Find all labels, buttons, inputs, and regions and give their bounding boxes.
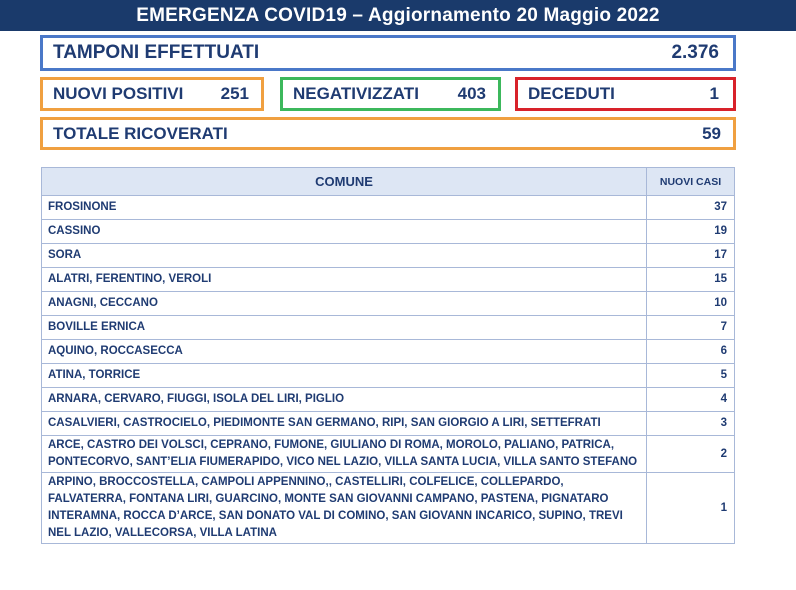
comune-cell: CASALVIERI, CASTROCIELO, PIEDIMONTE SAN GERMANO, RIPI, SAN GIORGIO A LIRI, SETTEFRATI: [42, 412, 647, 436]
table-row: [42, 364, 735, 388]
nuovi-positivi-box: [40, 77, 264, 111]
tamponi-label: TAMPONI EFFETTUATI: [53, 42, 260, 63]
table-row: [42, 196, 735, 220]
comune-cell: ARNARA, CERVARO, FIUGGI, ISOLA DEL LIRI, PIGLIO: [42, 388, 647, 412]
nuovi-positivi-label: NUOVI POSITIVI: [53, 84, 184, 103]
deceduti-label: DECEDUTI: [528, 84, 615, 103]
table-row: [42, 316, 735, 340]
column-header-nuovi-casi: NUOVI CASI: [647, 168, 735, 196]
table-row: [42, 473, 735, 544]
cases-cell: 4: [647, 388, 735, 412]
nuovi-positivi-value: 251: [220, 84, 249, 103]
comune-cell: ALATRI, FERENTINO, VEROLI: [42, 268, 647, 292]
cases-cell: 7: [647, 316, 735, 340]
comune-cell: AQUINO, ROCCASECCA: [42, 340, 647, 364]
table-row: [42, 340, 735, 364]
negativizzati-value: 403: [457, 84, 486, 103]
cases-cell: 10: [647, 292, 735, 316]
table-row: [42, 412, 735, 436]
negativizzati-label: NEGATIVIZZATI: [293, 84, 419, 103]
cases-cell: 3: [647, 412, 735, 436]
cases-cell: 15: [647, 268, 735, 292]
negativizzati-box: [280, 77, 501, 111]
deceduti-value: 1: [709, 84, 719, 103]
comune-cell: ANAGNI, CECCANO: [42, 292, 647, 316]
comune-cell: ATINA, TORRICE: [42, 364, 647, 388]
comune-cell: ARPINO, BROCCOSTELLA, CAMPOLI APPENNINO,, CASTELLIRI, COLFELICE, COLLEPARDO, FALVATERRA, FONTANA LIRI, GUARCINO, MONTE SAN GIOVANNI CAMPANO, PASTENA, PIGNATARO INTERAMNA, ROCCA D’ARCE, SAN DONATO VAL DI COMINO, SAN GIOVANN INCARICO, SUPINO, TREVI NEL LAZIO, VALLECORSA, VILLA LATINA: [42, 473, 647, 544]
deceduti-box: [515, 77, 736, 111]
cases-cell: 6: [647, 340, 735, 364]
comune-cell: BOVILLE ERNICA: [42, 316, 647, 340]
totale-ricoverati-box: [40, 117, 736, 150]
table-row: [42, 436, 735, 473]
cases-cell: 17: [647, 244, 735, 268]
table-row: [42, 220, 735, 244]
table-row: [42, 268, 735, 292]
page-title: EMERGENZA COVID19 – Aggiornamento 20 Maggio 2022: [0, 0, 796, 31]
table-row: [42, 292, 735, 316]
tamponi-value: 2.376: [671, 42, 719, 63]
cases-cell: 5: [647, 364, 735, 388]
cases-by-comune-table: [41, 167, 735, 544]
column-header-comune: COMUNE: [42, 168, 647, 196]
table-row: [42, 388, 735, 412]
table-row: [42, 244, 735, 268]
totale-ricoverati-label: TOTALE RICOVERATI: [53, 123, 228, 143]
comune-cell: FROSINONE: [42, 196, 647, 220]
cases-cell: 2: [647, 436, 735, 473]
cases-cell: 1: [647, 473, 735, 544]
table-header-row: [42, 168, 735, 196]
totale-ricoverati-value: 59: [702, 123, 721, 143]
cases-cell: 19: [647, 220, 735, 244]
tamponi-box: [40, 35, 736, 71]
cases-cell: 37: [647, 196, 735, 220]
comune-cell: CASSINO: [42, 220, 647, 244]
comune-cell: SORA: [42, 244, 647, 268]
comune-cell: ARCE, CASTRO DEI VOLSCI, CEPRANO, FUMONE, GIULIANO DI ROMA, MOROLO, PALIANO, PATRICA, PONTECORVO, SANT’ELIA FIUMERAPIDO, VICO NEL LAZIO, VILLA SANTA LUCIA, VILLA SANTO STEFANO: [42, 436, 647, 473]
